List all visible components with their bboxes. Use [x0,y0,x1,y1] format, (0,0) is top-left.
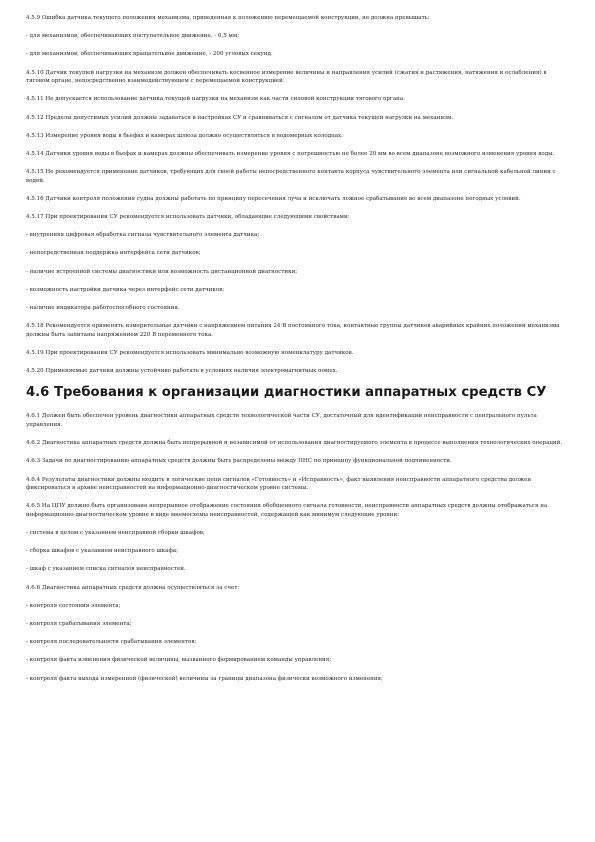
paragraph: - система в целом с указанием неисправной сборки шкафов; [26,530,205,537]
paragraph: 4.5.19 При проектировании СУ рекомендуется использовать минимально возможную номенклатуру датчиков. [26,349,354,356]
paragraph: - непосредственная поддержка интерфейса сети датчиков; [26,250,201,257]
paragraph: 4.6.4 Результаты диагностики должны входить в логические цепи сигналов «Готовность» и «Исправность», факт выявления неисправности аппаратного средства должен фиксироваться в архиве неисправностей на информационно-диагностическом уровне системы. [26,476,532,492]
paragraph: - контроля последовательности срабатывания элементов; [26,639,197,646]
paragraph: 4.5.17 При проектировании СУ рекомендуется использовать датчики, обладающие следующими свойствами: [26,214,350,221]
paragraph: - контроля факта выхода измеренной (физической) величины за границы диапазона физически возможного изменения; [26,675,383,682]
paragraph: 4.6.5 На ЦПУ должно быть организовано непрерывное отображение состояния обобщенного сигнала готовности, неисправности аппаратных средств должны отображаться на информационно-диагностическом уровне в виде мнемосхемы неисправностей, содержащей как минимум следующие уровни: [26,503,548,518]
section-heading-4-6: 4.6 Требования к организации диагностики аппаратных средств СУ [26,385,547,401]
paragraph: 4.5.11 Не допускается использование датчика текущей нагрузки на механизм как части силовой конструкции тягового органа. [26,96,405,103]
paragraph: 4.6.1 Должен быть обеспечен уровень диагностики аппаратных средств технологической части СУ, достаточный для идентификации неисправности с центрального пульта управления. [26,413,537,428]
paragraph: - внутренняя цифровая обработка сигнала чувствительного элемента датчика; [26,232,260,239]
paragraph: - наличие встроенной системы диагностики или возможность дистанционной диагностики; [26,268,298,275]
paragraph: 4.5.14 Датчики уровня воды в бьефах и камерах должны обеспечивать измерение уровня с погрешностью не более 20 мм во всем диапазоне возможного изменения уровня воды. [26,150,555,157]
paragraph: 4.5.13 Измерение уровня воды в бьефах и камерах шлюза должно осуществляться в водомерных колодцах. [26,132,343,139]
paragraph: 4.5.12 Пределы допустимых усилий должны задаваться в настройках СУ и сравниваться с сигналом от датчика текущей нагрузки на механизм. [26,114,454,121]
section-4-6-body [26,412,569,683]
paragraph: 4.6.3 Задачи по диагностированию аппаратных средств должны быть распределены между ПНС по принципу функциональной подчиненности. [26,458,452,465]
paragraph: - возможность настройки датчика через интерфейс сети датчиков; [26,286,225,293]
paragraph: - для механизмов, обеспечивающих поступательное движение, - 0,5 мм; [26,33,240,40]
paragraph: 4.5.18 Рекомендуется применять измерительные датчики с напряжением питания 24 В постоянного тока, контактные группы датчиков аварийных крайних положений механизма должны быть запитаны напряжением 220 В переменного тока. [26,323,560,338]
paragraph: - контроля факта изменения физической величины, вызванного формированием команды управления; [26,657,332,664]
paragraph: - контроля состояния элемента; [26,602,121,609]
paragraph: 4.5.16 Датчики контроля положения судна должны работать по принципу пересечения луча и исключать ложное срабатывание во всем диапазоне погодных условий. [26,195,521,202]
section-4-5-continued [26,14,569,376]
paragraph: - наличие индикатора работоспособного состояния. [26,305,180,311]
paragraph: 4.5.10 Датчик текущей нагрузки на механизм должен обеспечивать косвенное измерение величины и направления усилий (сжатия и растяжения, натяжения и ослабления) в тяговом органе, непосредственно взаимодействующем с перемещаемой конструкцией. [26,69,547,85]
paragraph: 4.6.6 Диагностика аппаратных средств должна осуществляться за счет: [26,584,240,591]
paragraph: - шкаф с указанием списка сигналов неисправностей. [26,566,186,573]
paragraph: 4.5.15 Не рекомендуется применение датчиков, требующих для своей работы непосредственного контакта корпуса чувствительного элемента или сигнальной кабельной линии с водой. [26,169,556,184]
paragraph: - сборка шкафов с указанием неисправного шкафа; [26,548,178,555]
paragraph: - для механизмов, обеспечивающих вращательное движение, - 200 угловых секунд. [26,51,273,58]
paragraph: 4.6.2 Диагностика аппаратных средств должна быть непрерывной и независимой от использования диагностируемого элемента в процессе выполнения технологических операций. [26,440,563,447]
paragraph: - контроля срабатывания элемента; [26,621,132,627]
paragraph: 4.5.9 Ошибка датчика текущего положения механизма, приведенная к положению перемещаемой конструкции, не должна превышать: [26,15,430,21]
paragraph: 4.5.20 Применяемые датчики должны устойчиво работать в условиях наличия электромагнитных помех. [26,368,338,375]
